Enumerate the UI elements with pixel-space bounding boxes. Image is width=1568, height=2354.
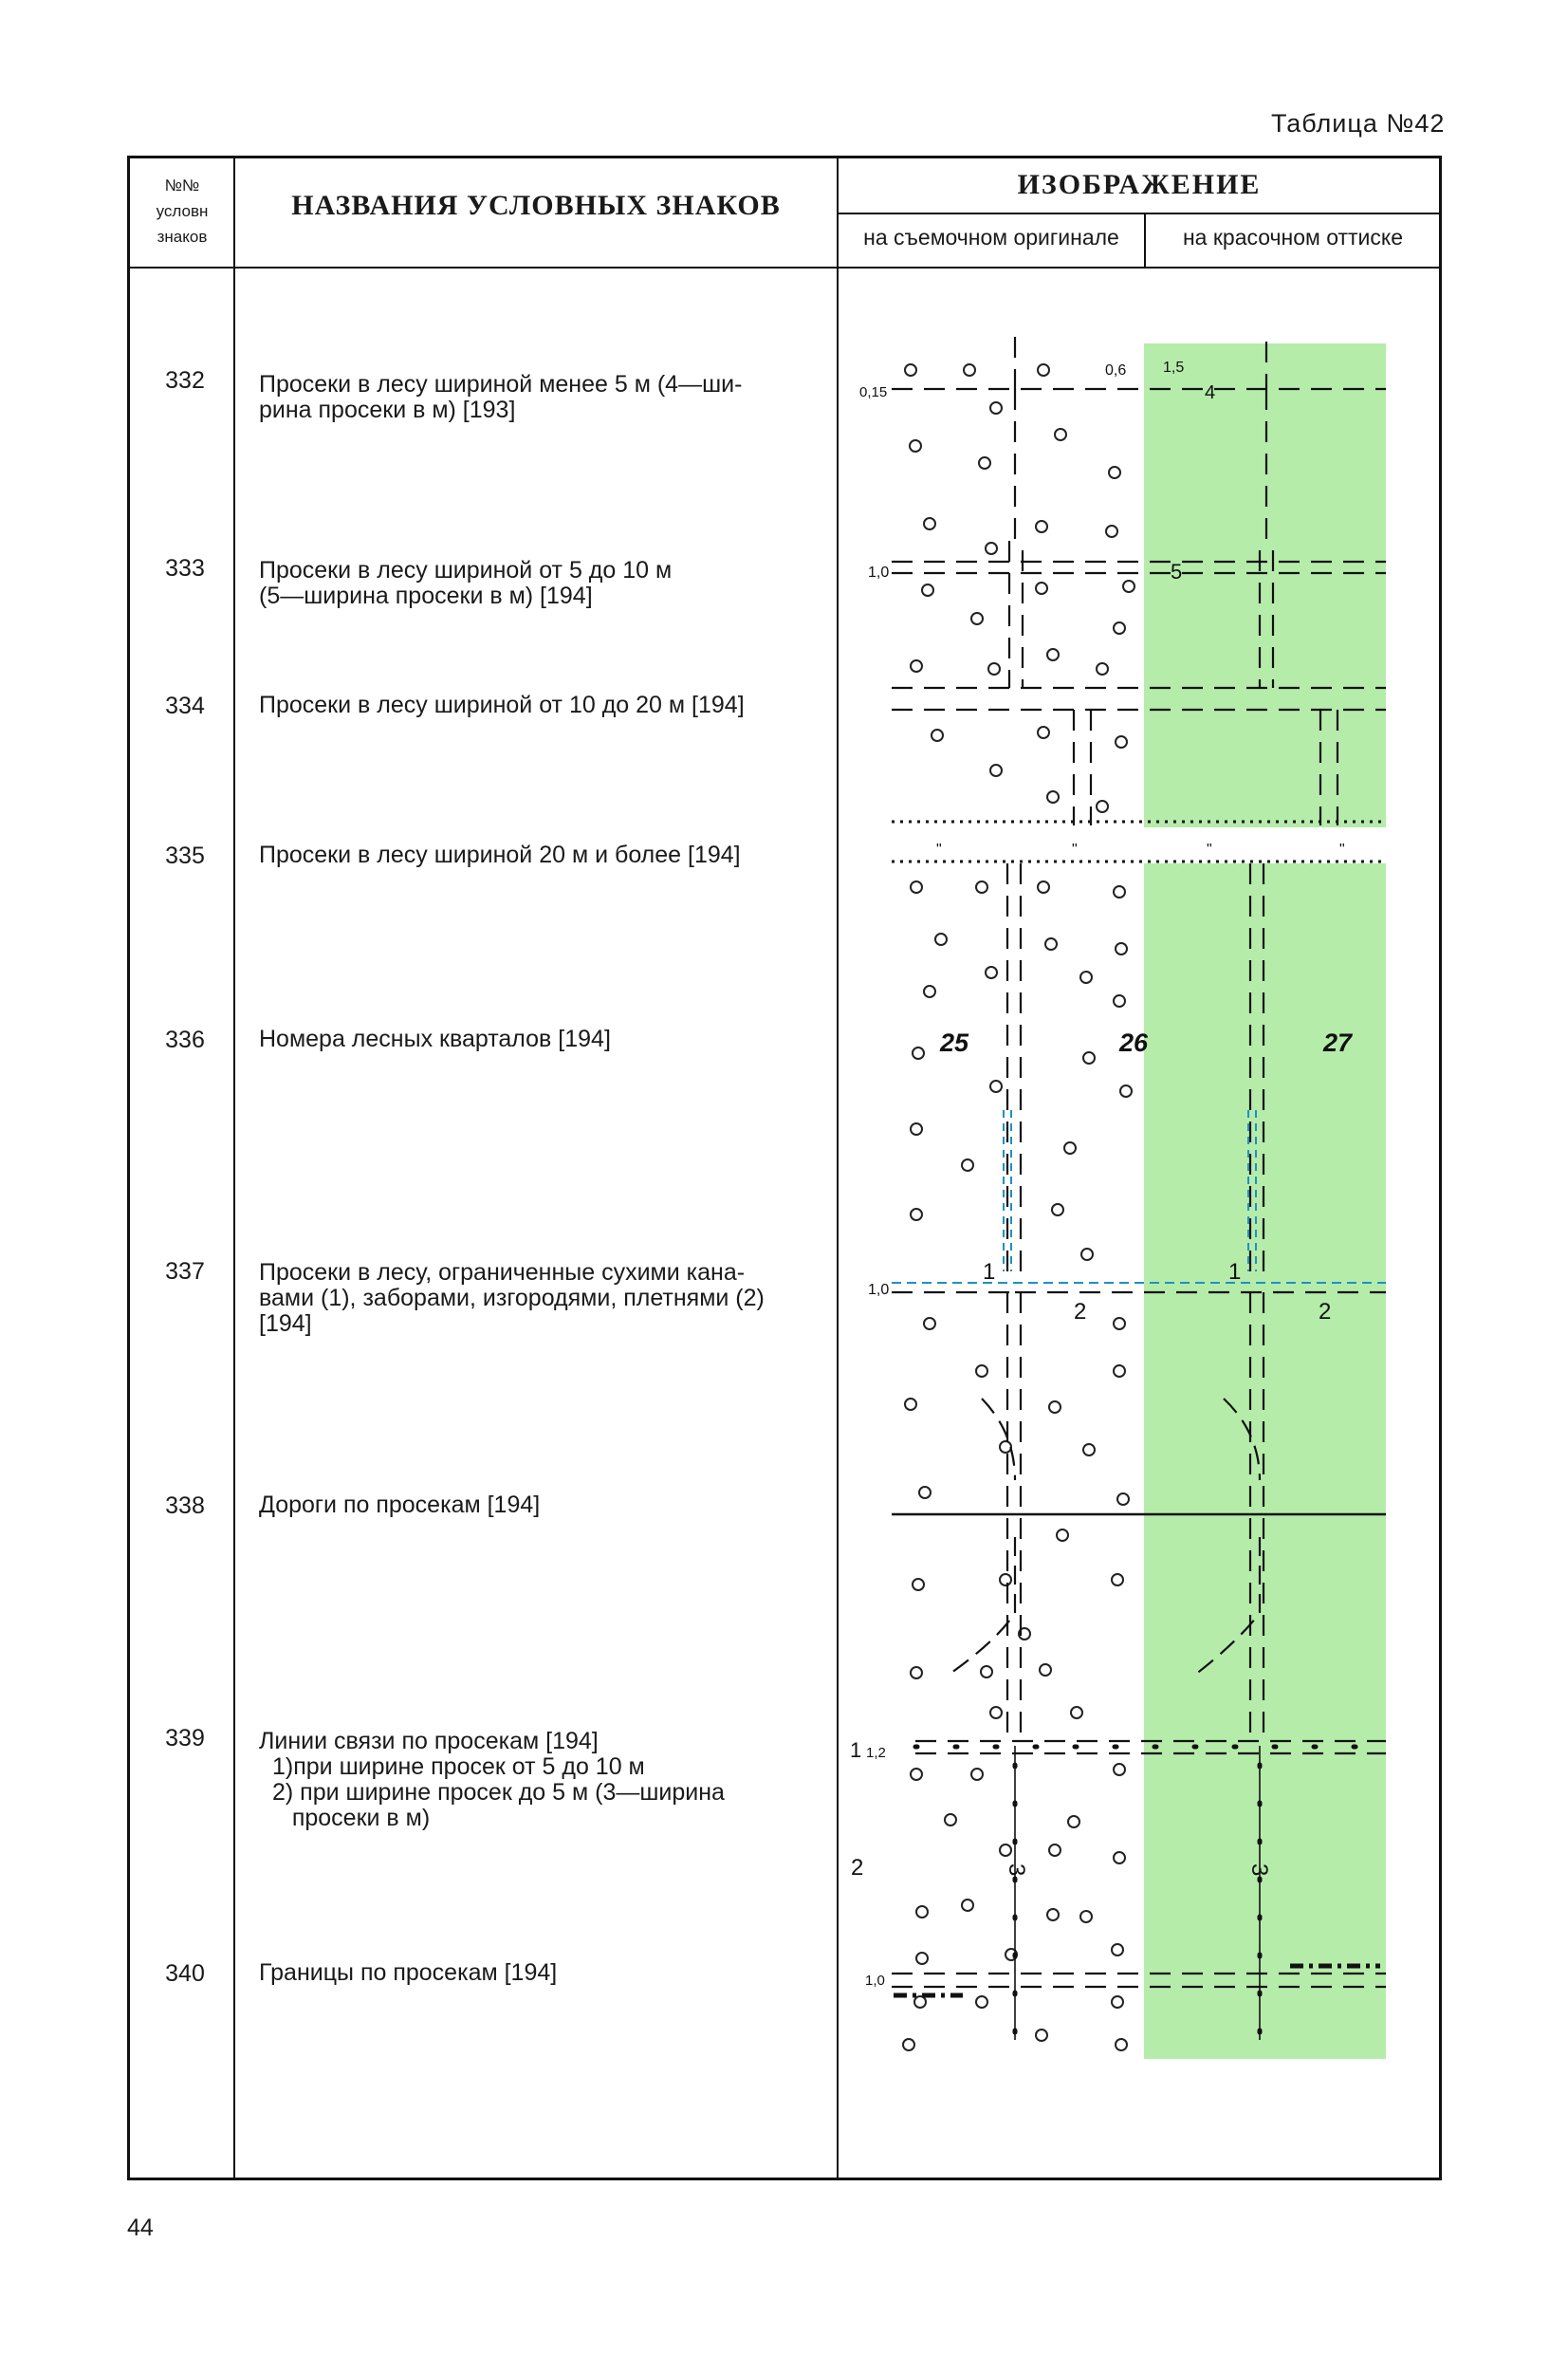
forest-circle xyxy=(1106,526,1117,537)
width-label-4: 4 xyxy=(1205,382,1216,403)
header-original-subcolumn: на съемочном оригинале xyxy=(863,225,1119,250)
forest-circle xyxy=(1036,2030,1047,2041)
forest-circle xyxy=(1038,727,1049,738)
forest-circle xyxy=(1083,1052,1095,1064)
forest-circle xyxy=(1083,1444,1095,1455)
forest-circle xyxy=(1114,1318,1125,1329)
row-number: 339 xyxy=(165,1725,205,1752)
forest-circle xyxy=(935,934,947,945)
forest-circle xyxy=(1052,1204,1063,1215)
forest-circle xyxy=(971,1769,983,1780)
forest-circle xyxy=(1114,1764,1125,1775)
forest-circle xyxy=(914,1996,926,2008)
header-image-column: ИЗОБРАЖЕНИЕ xyxy=(1017,169,1262,200)
forest-circle xyxy=(913,1579,924,1590)
forest-circle xyxy=(1114,886,1125,898)
forest-circle xyxy=(911,1667,922,1678)
forest-circle xyxy=(979,457,990,469)
forest-circles xyxy=(903,364,1134,2050)
forest-circle xyxy=(1040,1664,1051,1676)
forest-circle xyxy=(1114,1852,1125,1863)
width-label-5: 5 xyxy=(1171,560,1183,584)
dim-label-15: 1,5 xyxy=(1163,360,1185,376)
forest-circle xyxy=(1123,581,1134,592)
forest-circle xyxy=(1097,801,1108,812)
forest-circle xyxy=(1114,622,1125,634)
dim-label-10-b: 1,0 xyxy=(868,1282,890,1298)
forest-circle xyxy=(924,518,935,529)
row-number: 332 xyxy=(165,367,205,394)
width-label-3: 3 xyxy=(1246,1863,1272,1877)
forest-circle xyxy=(1112,1574,1123,1585)
forest-circle xyxy=(1109,467,1120,478)
forest-circle xyxy=(1047,649,1059,660)
forest-circle xyxy=(1045,938,1057,950)
forest-circle xyxy=(986,967,997,978)
forest-circle xyxy=(1055,429,1066,440)
forest-circle xyxy=(1114,995,1125,1007)
quarter-number-25: 25 xyxy=(940,1029,969,1057)
forest-circle xyxy=(919,1487,931,1498)
quarter-number-27: 27 xyxy=(1323,1029,1353,1057)
forest-circle xyxy=(1064,1142,1076,1154)
forest-circle xyxy=(1036,521,1047,532)
forest-circle xyxy=(990,1707,1002,1718)
table-label: Таблица №42 xyxy=(1271,109,1446,138)
row-number: 335 xyxy=(165,843,205,869)
ditch-label-1: 1 xyxy=(1228,1259,1242,1285)
forest-circle xyxy=(1116,736,1127,748)
forest-circle xyxy=(990,1081,1002,1092)
forest-circle xyxy=(1038,881,1049,893)
forest-circle xyxy=(990,402,1002,414)
forest-circle xyxy=(911,1209,922,1220)
row-name: Просеки в лесу шириной от 10 до 20 м [194] xyxy=(259,692,745,718)
forest-circle xyxy=(905,364,916,376)
forest-circle xyxy=(924,1318,935,1329)
row-number: 338 xyxy=(165,1492,205,1519)
forest-circle xyxy=(945,1814,956,1826)
forest-circle xyxy=(1114,1365,1125,1377)
header-print-subcolumn: на красочном оттиске xyxy=(1182,225,1404,250)
forest-circle xyxy=(922,584,933,596)
forest-circle xyxy=(1049,1401,1061,1413)
ditto-mark: " xyxy=(936,842,942,858)
forest-circle xyxy=(988,663,1000,675)
forest-circle xyxy=(1117,1493,1129,1505)
forest-circle xyxy=(1097,663,1108,675)
row-number: 337 xyxy=(165,1258,205,1285)
forest-circle xyxy=(911,660,922,672)
quarter-number-26: 26 xyxy=(1119,1029,1149,1057)
row-name: Линии связи по просекам [194] 1)при ширине просек от 5 до 10 м 2) при ширине просек до 5 м (3—ширина просеки в м) xyxy=(259,1728,725,1831)
row-number: 340 xyxy=(165,1960,205,1987)
forest-circle xyxy=(964,364,975,376)
forest-circle xyxy=(962,1900,973,1911)
dim-label-06: 0,6 xyxy=(1105,362,1127,379)
forest-circle xyxy=(1081,1249,1093,1260)
forest-circle xyxy=(911,1769,922,1780)
fence-label-2: 2 xyxy=(1319,1299,1332,1325)
row-number: 333 xyxy=(165,555,205,582)
forest-circle xyxy=(976,881,987,893)
forest-circle xyxy=(913,1047,924,1059)
ditto-mark: " xyxy=(1339,842,1345,858)
forest-circle xyxy=(1116,943,1127,955)
forest-circle xyxy=(1000,1574,1011,1585)
dim-label-10-a: 1,0 xyxy=(868,565,890,581)
forest-circle xyxy=(916,1906,928,1918)
row-number: 336 xyxy=(165,1027,205,1053)
fence-label-2: 2 xyxy=(1074,1299,1087,1325)
road-branch xyxy=(982,1399,1015,1480)
forest-circle xyxy=(1068,1816,1079,1827)
forest-circle xyxy=(911,1123,922,1135)
telecom-label-1: 1 xyxy=(850,1738,862,1762)
forest-circle xyxy=(1080,972,1092,983)
forest-circle xyxy=(1112,1944,1123,1955)
forest-circle xyxy=(903,2039,914,2050)
forest-circle xyxy=(1036,583,1047,594)
forest-circle xyxy=(910,440,921,452)
page-number: 44 xyxy=(127,2215,154,2241)
row-name: Просеки в лесу шириной от 5 до 10 м (5—ширина просеки в м) [194] xyxy=(259,557,673,609)
forest-circle xyxy=(911,881,922,893)
forest-circle xyxy=(905,1399,916,1410)
telecom-label-2: 2 xyxy=(851,1855,864,1881)
ditch-label-1: 1 xyxy=(983,1259,996,1285)
forest-circle xyxy=(1049,1844,1061,1856)
row-name: Дороги по просекам [194] xyxy=(259,1492,541,1518)
forest-circle xyxy=(1000,1441,1011,1453)
forest-circle xyxy=(1047,1909,1059,1920)
row-name: Просеки в лесу шириной менее 5 м (4—ши- рина просеки в м) [193] xyxy=(259,371,743,423)
dim-label-12: 1,2 xyxy=(866,1745,886,1761)
forest-circle xyxy=(990,765,1002,776)
forest-circle xyxy=(976,1365,987,1377)
road-branch xyxy=(949,1537,1015,1675)
ditto-mark: " xyxy=(1072,842,1078,858)
print-fill-areas xyxy=(1144,343,1386,2059)
forest-circle xyxy=(1057,1529,1068,1541)
forest-circle xyxy=(962,1159,973,1171)
forest-circle xyxy=(1120,1085,1132,1097)
forest-circle xyxy=(986,543,997,554)
dim-label-10-c: 1,0 xyxy=(865,1973,885,1989)
ditto-mark: " xyxy=(1207,842,1212,858)
forest-circle xyxy=(1071,1707,1082,1718)
forest-circle xyxy=(1038,364,1049,376)
header-names-column: НАЗВАНИЯ УСЛОВНЫХ ЗНАКОВ xyxy=(291,190,781,221)
forest-circle xyxy=(1080,1911,1092,1922)
forest-circle xyxy=(1000,1844,1011,1856)
forest-circle xyxy=(1112,1996,1123,2008)
row-name: Номера лесных кварталов [194] xyxy=(259,1026,611,1052)
row-name: Просеки в лесу, ограниченные сухими кана- вами (1), заборами, изгородями, плетнями (2) [194] xyxy=(259,1259,765,1337)
forest-circle xyxy=(981,1666,992,1677)
forest-circle xyxy=(1047,791,1059,803)
header-number-column: №№ условн знаков xyxy=(156,176,209,246)
width-label-3: 3 xyxy=(1004,1863,1029,1877)
forest-circle xyxy=(976,1996,987,2008)
forest-circle xyxy=(924,986,935,997)
forest-circle xyxy=(932,730,943,741)
row-name: Просеки в лесу шириной 20 м и более [194] xyxy=(259,842,741,868)
dim-label-015: 0,15 xyxy=(859,384,888,400)
row-number: 334 xyxy=(165,693,205,719)
forest-circle xyxy=(916,1953,928,1964)
forest-circle xyxy=(971,613,983,624)
forest-circle xyxy=(1116,2039,1127,2050)
row-name: Границы по просекам [194] xyxy=(259,1959,558,1986)
